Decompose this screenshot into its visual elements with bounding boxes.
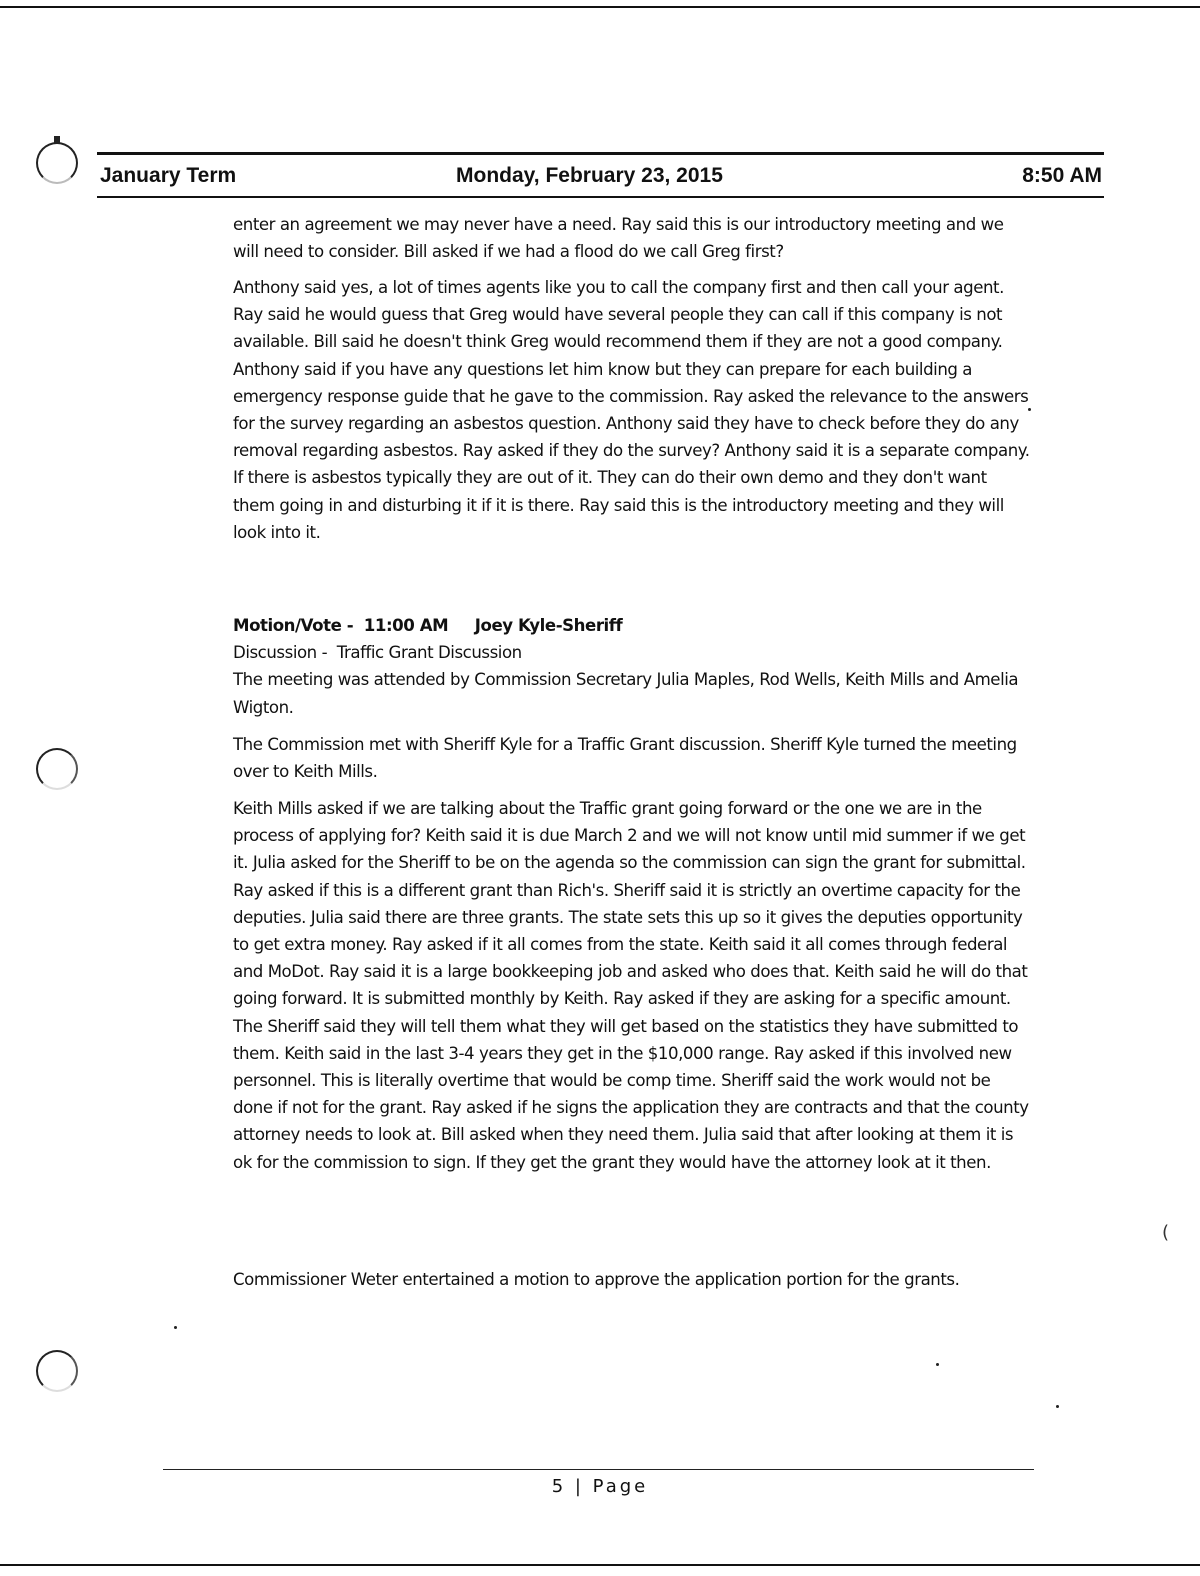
- scan-bottom-edge: [0, 1564, 1200, 1566]
- paragraph-text: Anthony said yes, a lot of times agents like you to call the company first and then call your agent. Ray said he would guess that Greg would have several people they can call if this company is not available. Bill said he doesn't think Greg would recommend them if they are not a good company. Anthony said if you have any questions let him know but they can prepare for each building a emergency response guide that he gave to the commission. Ray asked the relevance to the answers for the survey regarding an asbestos question. Anthony said they have to check before they do any removal regarding asbestos. Ray asked if they do the survey? Anthony said it is a separate company. If there is asbestos typically they are out of it. They can do their own demo and they don't want them going in and disturbing it if it is there. Ray said this is the introductory meeting and they will look into it.: [233, 278, 1030, 542]
- scan-speck: [1056, 1405, 1059, 1408]
- paragraph: [233, 1266, 1033, 1293]
- scan-speck: [936, 1363, 939, 1366]
- punch-hole-icon: [36, 1350, 78, 1392]
- paragraph-text: Commissioner Weter entertained a motion to approve the application portion for the grants.: [233, 1270, 960, 1289]
- paragraph: [233, 731, 1033, 785]
- scan-speck: [1028, 408, 1031, 411]
- meeting-time: 8:50 AM: [1022, 164, 1102, 187]
- punch-hole-icon: [36, 748, 78, 790]
- header-top-rule: [97, 152, 1104, 155]
- paragraph-text: Keith Mills asked if we are talking about the Traffic grant going forward or the one we are in the process of applying for? Keith said it is due March 2 and we will not know until mid summer if we get it. Julia asked for the Sheriff to be on the agenda so the commission can sign the grant for submittal. Ray asked if this is a different grant than Rich's. Sheriff said it is strictly an overtime capacity for the deputies. Julia said there are three grants. The state sets this up so it gives the deputies opportunity to get extra money. Ray asked if it all comes from the state. Keith said it all comes through federal and MoDot. Ray said it is a large bookkeeping job and asked who does that. Keith said he will do that going forward. It is submitted monthly by Keith. Ray asked if they are asking for a specific amount. The Sheriff said they will tell them what they will get based on the statistics they have submitted to them. Keith said in the last 3-4 years they get in the $10,000 range. Ray asked if this involved new personnel. This is literally overtime that would be comp time. Sheriff said the work would not be done if not for the grant. Ray asked if he signs the application they are contracts and that the county attorney needs to look at. Bill asked when they need them. Julia said that after looking at them it is ok for the commission to sign. If they get the grant they would have the attorney look at it then.: [233, 799, 1029, 1172]
- discussion-line: Discussion - Traffic Grant Discussion: [233, 643, 522, 663]
- attendance-text: The meeting was attended by Commission Secretary Julia Maples, Rod Wells, Keith Mills and Amelia Wigton.: [233, 670, 1019, 717]
- footer-rule: [163, 1469, 1034, 1470]
- paragraph: [233, 274, 1033, 546]
- scan-speck: [174, 1326, 177, 1329]
- paragraph: [233, 795, 1033, 1176]
- meeting-date: Monday, February 23, 2015: [456, 164, 723, 187]
- agenda-section: [233, 612, 1033, 721]
- header-bottom-rule: [97, 196, 1104, 198]
- paragraph-text: enter an agreement we may never have a need. Ray said this is our introductory meeting and we will need to consider. Bill asked if we had a flood do we call Greg first?: [233, 215, 1004, 262]
- paragraph: [233, 211, 1033, 265]
- page-number: 5 | Page: [551, 1476, 649, 1497]
- scan-top-edge: [0, 6, 1200, 8]
- term-label: January Term: [100, 164, 237, 187]
- punch-hole-icon: [36, 142, 78, 184]
- scan-mark: (: [1162, 1222, 1170, 1243]
- section-heading: Motion/Vote - 11:00 AM Joey Kyle-Sheriff: [233, 616, 623, 635]
- paragraph-text: The Commission met with Sheriff Kyle for a Traffic Grant discussion. Sheriff Kyle turned the meeting over to Keith Mills.: [233, 735, 1017, 782]
